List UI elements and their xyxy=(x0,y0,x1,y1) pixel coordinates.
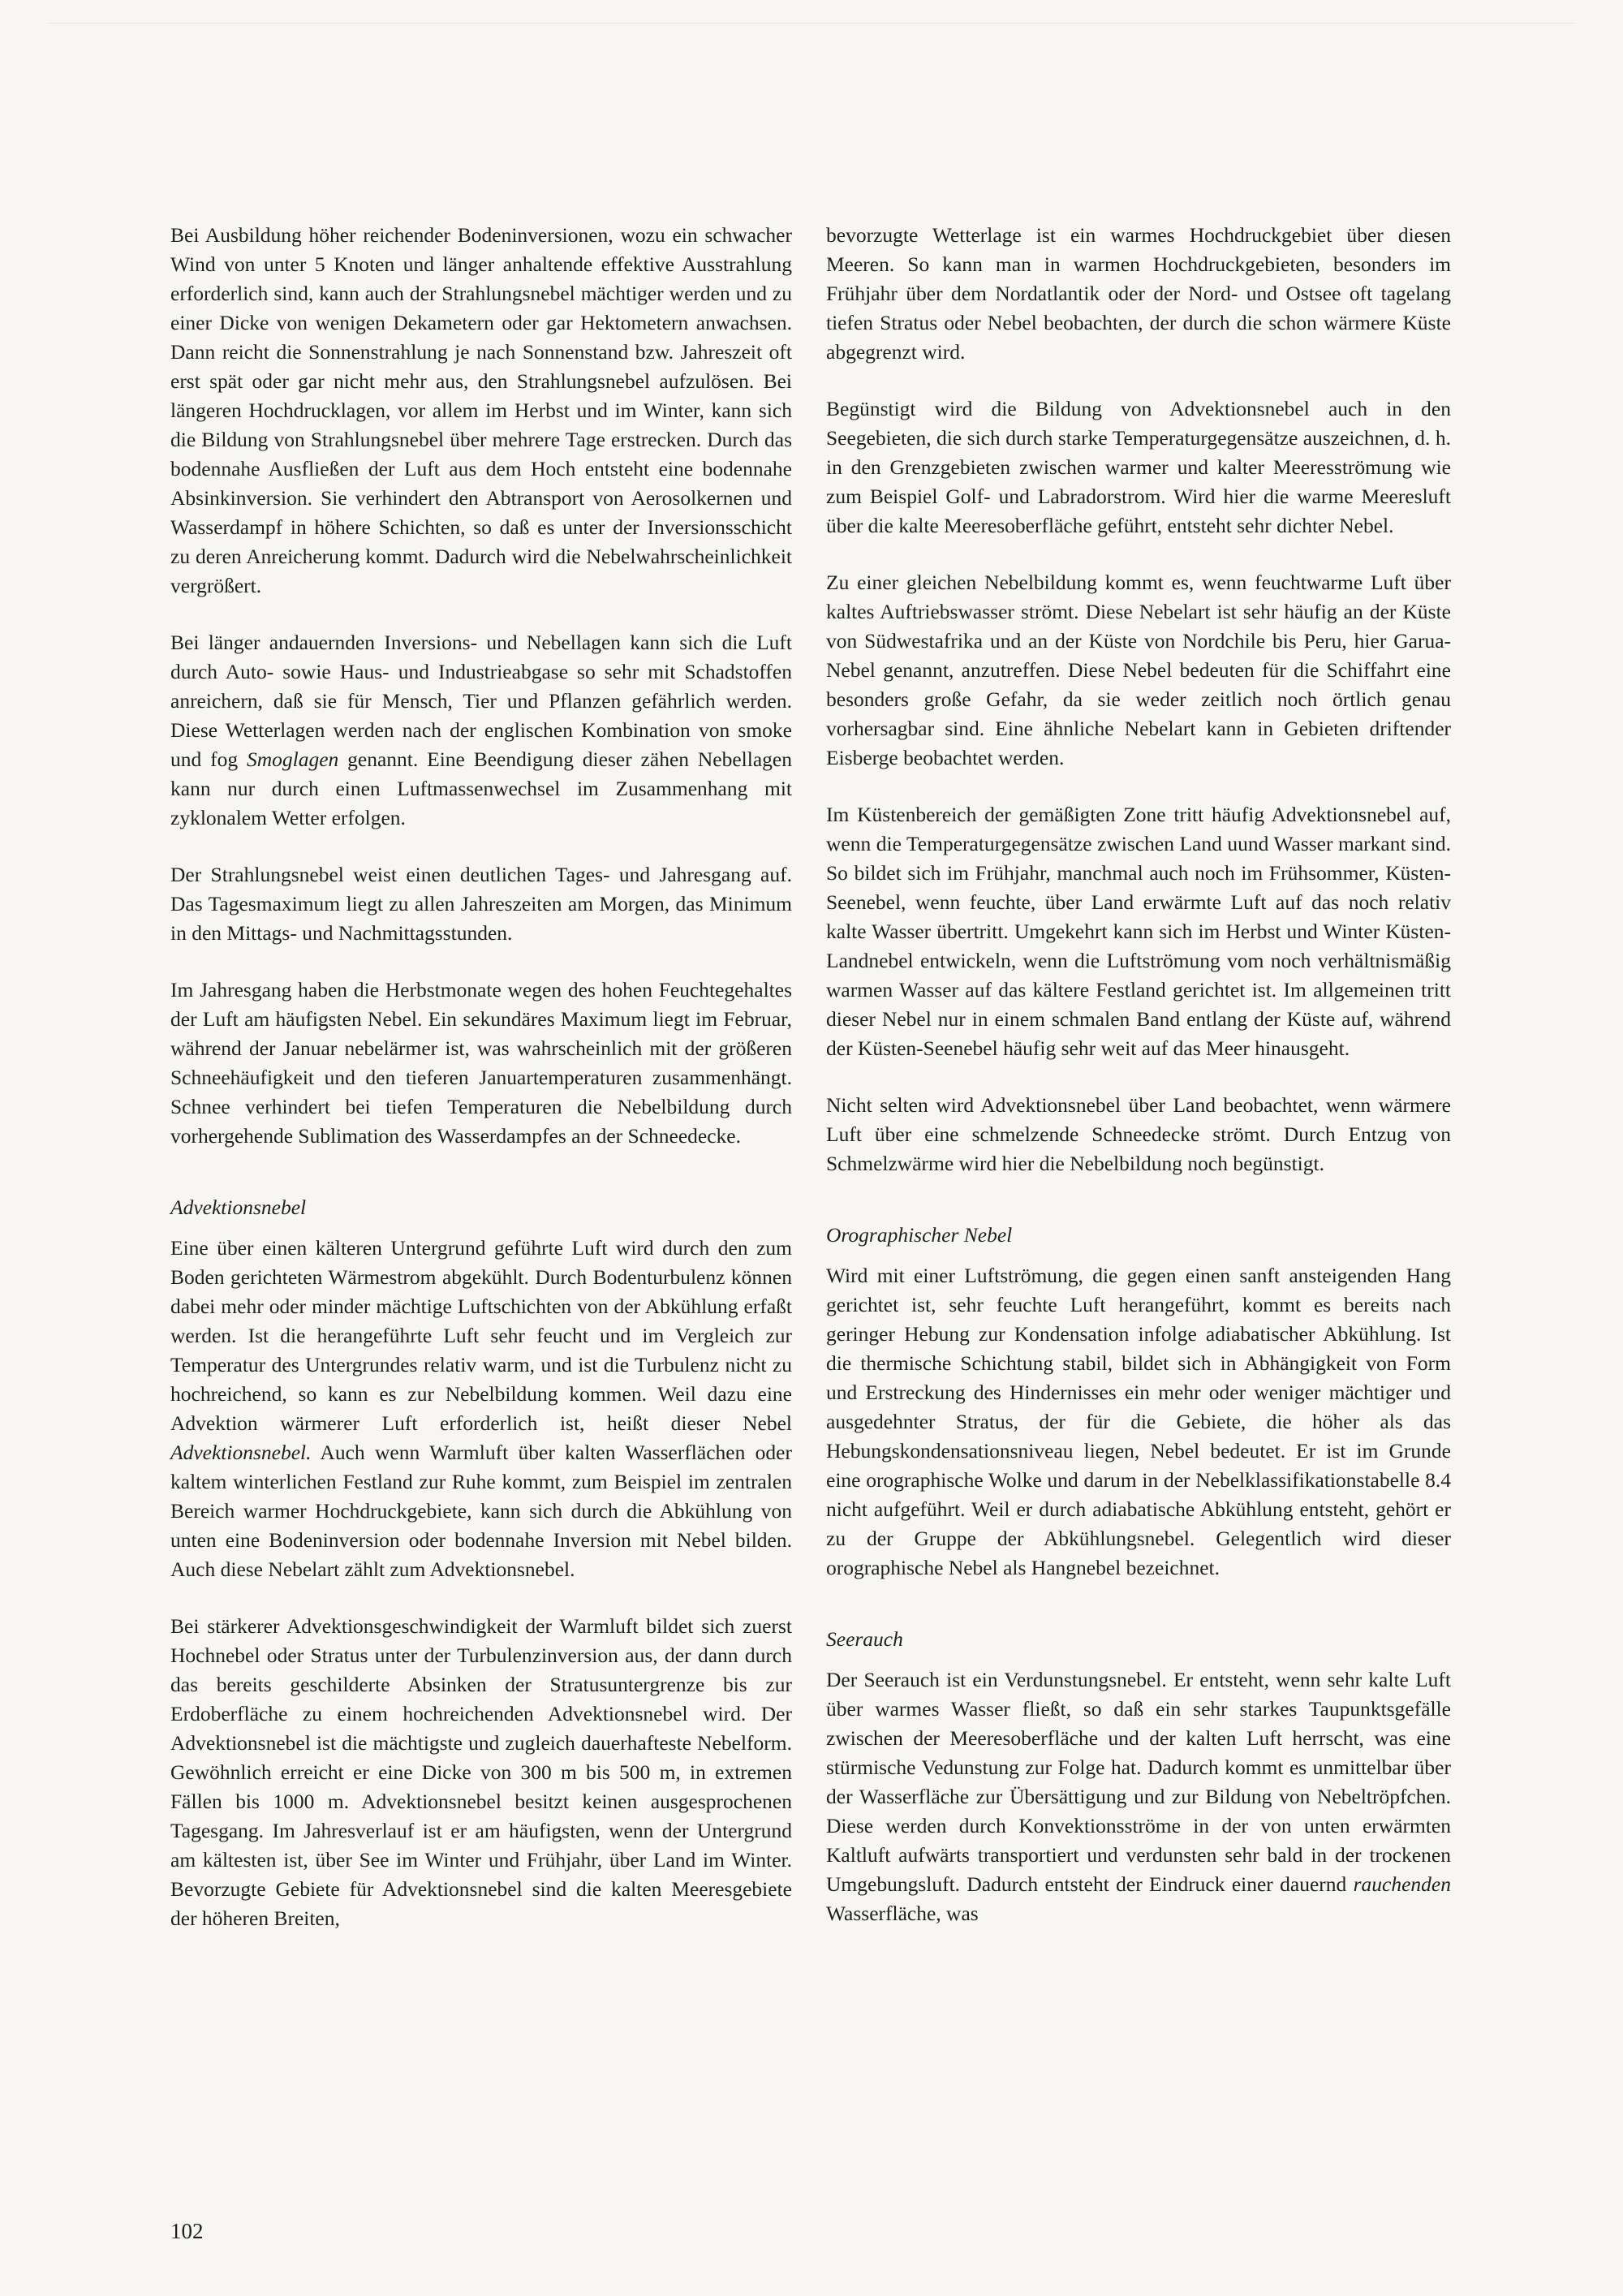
paragraph: Der Strahlungsnebel weist einen deutlichen Tages- und Jahresgang auf. Das Tagesmaximum liegt zu allen Jahreszeiten am Morgen, das Minimum in den Mittags- und Nachmittagsstunden. xyxy=(170,863,792,945)
emphasis-term: rauchenden xyxy=(1353,1872,1451,1896)
text-run: Wasserfläche, was xyxy=(826,1902,979,1925)
section-heading: Advektionsnebel xyxy=(170,1195,307,1219)
top-rule xyxy=(49,23,1574,24)
page-number: 102 xyxy=(170,2219,204,2243)
section-heading: Orographischer Nebel xyxy=(826,1223,1013,1247)
emphasis-term: Smoglagen xyxy=(246,747,339,771)
text-run: Bei länger andauernden Inversions- und Nebellagen kann sich die Luft durch Auto- sowie Haus- und Industrieabgase so sehr mit Schadstoffen anreichern, daß sie für Mensch, Tier und Pflanzen gefährlich werden. Diese Wetterlagen werden nach der englischen Kombination von smoke und fog xyxy=(170,631,792,771)
left-column xyxy=(170,221,792,1961)
text-run: Der Seerauch ist ein Verdunstungsnebel. Er entsteht, wenn sehr kalte Luft über warmes Wasser fließt, so daß ein sehr starkes Taupunktsgefälle zwischen der Meeresoberfläche und der kalten Luft herrscht, was eine stürmische Vedunstung zur Folge hat. Dadurch kommt es unmittelbar über der Wasserfläche zur Übersättigung und zur Bildung von Nebeltröpfchen. Diese werden durch Konvektionsströme in der von unten erwärmten Kaltluft aufwärts transportiert und verdunsten sehr bald in der trockenen Umgebungsluft. Dadurch entsteht der Eindruck einer dauernd xyxy=(826,1668,1451,1896)
emphasis-term: Advektionsnebel. xyxy=(170,1441,312,1464)
right-column xyxy=(826,221,1451,1956)
paragraph: Begünstigt wird die Bildung von Advektionsnebel auch in den Seegebieten, die sich durch starke Temperaturgegensätze auszeichnen, d. h. in den Grenzgebieten zwischen warmer und kalter Meeresströmung wie zum Beispiel Golf- und Labradorstrom. Wird hier die warme Meeresluft über die kalte Meeresoberfläche geführt, entsteht sehr dichter Nebel. xyxy=(826,397,1451,537)
text-run: Auch wenn Warmluft über kalten Wasserflächen oder kaltem winterlichen Festland zur Ruhe kommt, zum Beispiel im zentralen Bereich warmer Hochdruckgebiete, kann sich durch die Abkühlung von unten eine Bodeninversion oder bodennahe Inversion mit Nebel bilden. Auch diese Nebelart zählt zum Advektionsnebel. xyxy=(170,1441,792,1581)
section-heading: Seerauch xyxy=(826,1627,903,1651)
text-run: Eine über einen kälteren Untergrund geführte Luft wird durch den zum Boden gerichteten Wärmestrom abgekühlt. Durch Bodenturbulenz können dabei mehr oder minder mächtige Luftschichten von der Abkühlung erfaßt werden. Ist die herangeführte Luft sehr feucht und im Vergleich zur Temperatur des Untergrundes relativ warm, und ist die Turbulenz nicht zu hochreichend, so kann es zur Nebelbildung kommen. Weil dazu eine Advektion wärmerer Luft erforderlich ist, heißt dieser Nebel xyxy=(170,1236,792,1435)
paragraph: bevorzugte Wetterlage ist ein warmes Hochdruckgebiet über diesen Meeren. So kann man in warmen Hochdruckgebieten, besonders im Frühjahr über dem Nordatlantik oder der Nord- und Ostsee oft tagelang tiefen Stratus oder Nebel beobachten, der durch die schon wärmere Küste abgegrenzt wird. xyxy=(826,223,1451,364)
paragraph: Bei stärkerer Advektionsgeschwindigkeit der Warmluft bildet sich zuerst Hochnebel oder Stratus unter der Turbulenzinversion aus, der dann durch das bereits geschilderte Absinken der Stratusuntergrenze bis zur Erdoberfläche zu einem hochreichenden Advektionsnebel wird. Der Advektionsnebel ist die mächtigste und zugleich dauerhafteste Nebelform. Gewöhnlich erreicht er eine Dicke von 300 m bis 500 m, in extremen Fällen bis 1000 m. Advektionsnebel besitzt keinen ausgesprochenen Tagesgang. Im Jahresverlauf ist er am häufigsten, wenn der Untergrund am kältesten ist, über See im Winter und Frühjahr, über Land im Winter. Bevorzugte Gebiete für Advektionsnebel sind die kalten Meeresgebiete der höheren Breiten, xyxy=(170,1614,792,1930)
paragraph: Nicht selten wird Advektionsnebel über Land beobachtet, wenn wärmere Luft über eine schmelzende Schneedecke strömt. Durch Entzug von Schmelzwärme wird hier die Nebelbildung noch begünstigt. xyxy=(826,1093,1451,1175)
paragraph xyxy=(170,628,792,833)
paragraph: Im Küstenbereich der gemäßigten Zone tritt häufig Advektionsnebel auf, wenn die Temperaturgegensätze zwischen Land uund Wasser markant sind. So bildet sich im Frühjahr, manchmal auch noch im Frühsommer, Küsten-Seenebel, wenn feuchte, über Land erwärmte Luft auf das noch relativ kalte Wasser übertritt. Umgekehrt kann sich im Herbst und Winter Küsten-Landnebel entwickeln, wenn die Luftströmung vom noch verhältnismäßig warmen Wasser auf das kältere Festland gerichtet ist. Im allgemeinen tritt dieser Nebel nur in einem schmalen Band entlang der Küste auf, während der Küsten-Seenebel häufig sehr weit auf das Meer hinausgeht. xyxy=(826,803,1451,1060)
paragraph xyxy=(826,1665,1451,1928)
paragraph xyxy=(170,1234,792,1584)
paragraph: Wird mit einer Luftströmung, die gegen einen sanft ansteigenden Hang gerichtet ist, sehr feuchte Luft herangeführt, kommt es bereits nach geringer Hebung zur Kondensation infolge adiabatischer Abkühlung. Ist die thermische Schichtung stabil, bildet sich in Abhängigkeit von Form und Erstreckung des Hindernisses ein mehr oder weniger mächtiger und ausgedehnter Stratus, der für die Gebiete, die höher als das Hebungskondensationsniveau liegen, Nebel bedeutet. Er ist im Grunde eine orographische Wolke und darum in der Nebelklassifikationstabelle 8.4 nicht aufgeführt. Weil er durch adiabatische Abkühlung entsteht, gehört er zu der Gruppe der Abkühlungsnebel. Gelegentlich wird dieser orographische Nebel als Hangnebel bezeichnet. xyxy=(826,1264,1451,1579)
paragraph: Bei Ausbildung höher reichender Bodeninversionen, wozu ein schwacher Wind von unter 5 Knoten und länger anhaltende effektive Ausstrahlung erforderlich sind, kann auch der Strahlungsnebel mächtiger werden und zu einer Dicke von wenigen Dekametern oder gar Hektometern anwachsen. Dann reicht die Sonnenstrahlung je nach Sonnenstand bzw. Jahreszeit oft erst spät oder gar nicht mehr aus, den Strahlungsnebel aufzulösen. Bei längeren Hochdrucklagen, vor allem im Herbst und im Winter, kann sich die Bildung von Strahlungsnebel über mehrere Tage erstrecken. Durch das bodennahe Ausfließen der Luft aus dem Hoch entsteht eine bodennahe Absinkinversion. Sie verhindert den Abtransport von Aerosolkernen und Wasserdampf in höhere Schichten, so daß es unter der Inversionsschicht zu deren Anreicherung kommt. Dadurch wird die Nebelwahrscheinlichkeit vergrößert. xyxy=(170,223,792,597)
paragraph: Zu einer gleichen Nebelbildung kommt es, wenn feuchtwarme Luft über kaltes Auftriebswasser strömt. Diese Nebelart ist sehr häufig an der Küste von Südwestafrika und an der Küste von Nordchile bis Peru, hier Garua-Nebel genannt, anzutreffen. Diese Nebel bedeuten für die Schiffahrt eine besonders große Gefahr, da sie weder zeitlich noch örtlich genau vorhersagbar sind. Eine ähnliche Nebelart kann in Gebieten driftender Eisberge beobachtet werden. xyxy=(826,571,1451,769)
paragraph: Im Jahresgang haben die Herbstmonate wegen des hohen Feuchtegehaltes der Luft am häufigsten Nebel. Ein sekundäres Maximum liegt im Februar, während der Januar nebelärmer ist, was wahrscheinlich mit der größeren Schneehäufigkeit und den tieferen Januartemperaturen zusammenhängt. Schnee verhindert bei tiefen Temperaturen die Nebelbildung durch vorhergehende Sublimation des Wasserdampfes an der Schneedecke. xyxy=(170,978,792,1148)
text-run: genannt. Eine Beendigung dieser zähen Nebellagen kann nur durch einen Luftmassenwechsel im Zusammenhang mit zyklonalem Wetter erfolgen. xyxy=(170,747,792,829)
